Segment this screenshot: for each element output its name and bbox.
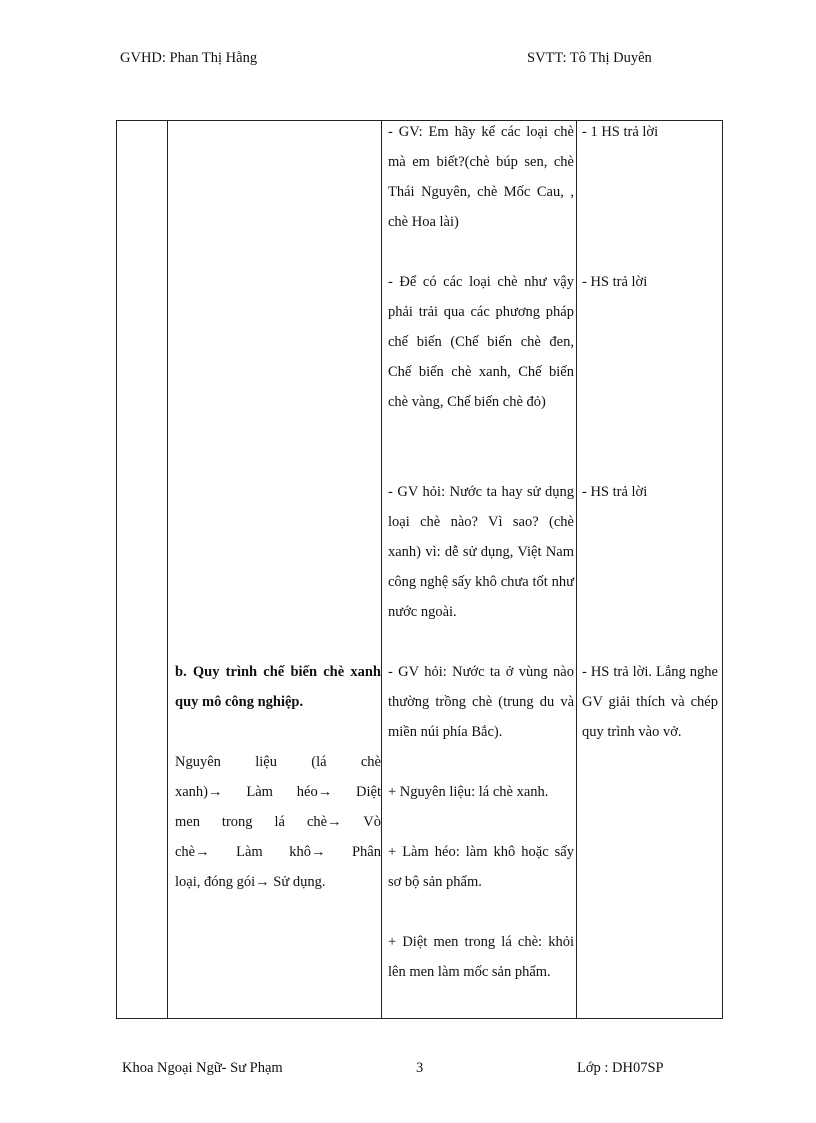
column-divider xyxy=(167,121,168,1018)
process-step-3: + Diệt men trong lá chè: khỏi lên men làm mốc sản phẩm. xyxy=(388,934,574,980)
student-answer-1: - 1 HS trả lời xyxy=(582,124,659,140)
process-step-2: + Làm héo: làm khô hoặc sấy sơ bộ sản phẩm. xyxy=(388,844,574,890)
column-divider xyxy=(576,121,577,1018)
footer-class: Lớp : DH07SP xyxy=(577,1060,664,1076)
page-number: 3 xyxy=(416,1060,424,1076)
process-line: men trong lá chè→ Vò xyxy=(175,814,381,830)
teacher-activity-cell xyxy=(388,121,574,1020)
header-instructor: GVHD: Phan Thị Hằng xyxy=(120,50,258,66)
footer-faculty: Khoa Ngoại Ngữ- Sư Phạm xyxy=(122,1060,283,1076)
teacher-question-4: - GV hỏi: Nước ta ở vùng nào thường trồng chè (trung du và miền núi phía Bắc). xyxy=(388,664,574,740)
process-text xyxy=(175,747,381,897)
section-title: b. Quy trình chế biến chè xanh quy mô công nghiệp. xyxy=(175,664,381,710)
process-line: xanh)→ Làm héo→ Diệt xyxy=(175,784,381,800)
process-line: chè→ Làm khô→ Phân xyxy=(175,844,381,860)
process-step-1: + Nguyên liệu: lá chè xanh. xyxy=(388,784,549,800)
process-line: Nguyên liệu (lá chè xyxy=(175,754,381,770)
teacher-question-3: - GV hỏi: Nước ta hay sử dụng loại chè nào? Vì sao? (chè xanh) vì: dễ sử dụng, Việt Nam công nghệ sấy khô chưa tốt như nước ngoài. xyxy=(388,484,574,620)
student-answer-2: - HS trả lời xyxy=(582,274,648,290)
content-cell xyxy=(175,121,381,1020)
column-divider xyxy=(381,121,382,1018)
teacher-question-2: - Để có các loại chè như vậy phải trải qua các phương pháp chế biến (Chế biến chè đen, Chế biến chè xanh, Chế biến chè vàng, Chế biến chè đỏ) xyxy=(388,274,574,410)
student-answer-3: - HS trả lời xyxy=(582,484,648,500)
process-line: loại, đóng gói→ Sử dụng. xyxy=(175,874,326,890)
lesson-table xyxy=(116,120,723,1019)
header-student: SVTT: Tô Thị Duyên xyxy=(527,50,652,66)
student-activity-cell xyxy=(582,121,718,1020)
student-answer-4: - HS trả lời. Lắng nghe GV giải thích và chép quy trình vào vở. xyxy=(582,664,718,740)
teacher-question-1: - GV: Em hãy kể các loại chè mà em biết?(chè búp sen, chè Thái Nguyên, chè Mốc Cau, , chè Hoa lài) xyxy=(388,124,574,230)
